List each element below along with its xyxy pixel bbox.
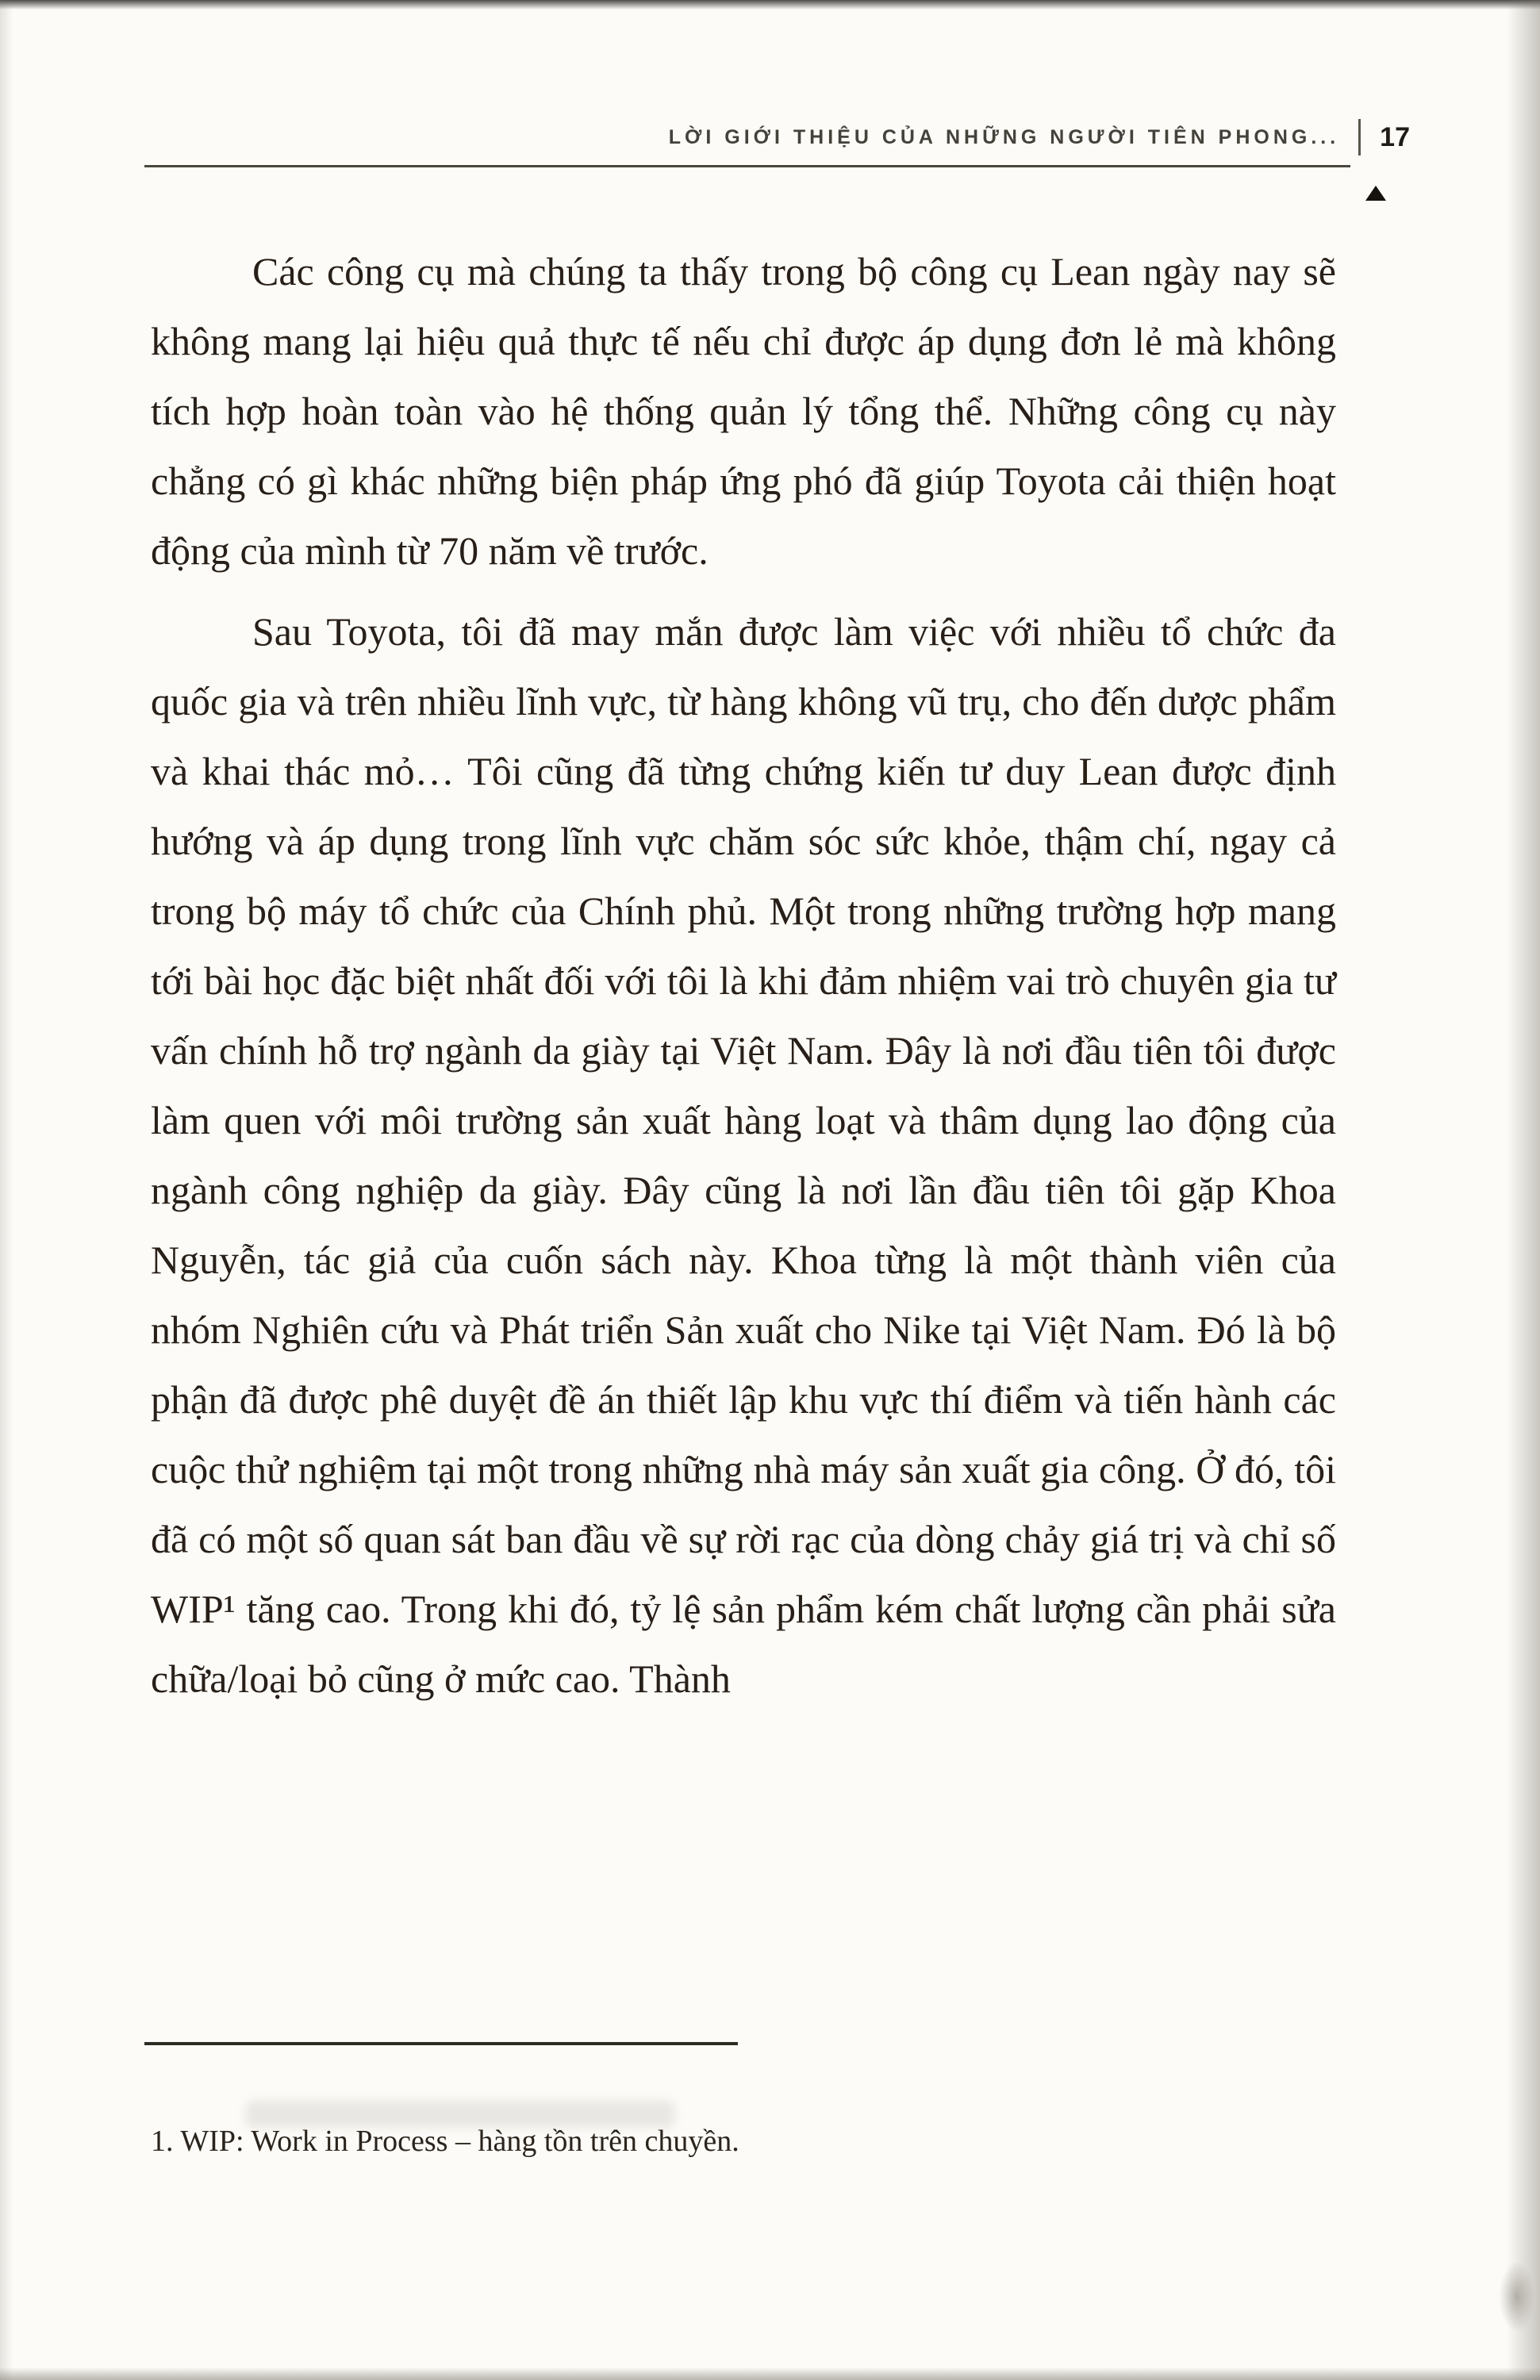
header-divider: [1358, 119, 1361, 155]
header-rule: [144, 165, 1350, 167]
page-body: [151, 236, 1336, 1725]
scan-smudge-mark: [1499, 2261, 1535, 2332]
footnote-text: 1. WIP: Work in Process – hàng tồn trên chuyền.: [151, 2125, 739, 2158]
scan-edge-shadow-left: [0, 0, 13, 2380]
running-header-row: [144, 119, 1410, 155]
scan-edge-shadow-bottom: [0, 2367, 1540, 2380]
running-header-title: LỜI GIỚI THIỆU CỦA NHỮNG NGƯỜI TIÊN PHONG...: [668, 125, 1340, 148]
footnote-rule: [144, 2042, 738, 2045]
triangle-up-icon: [1365, 186, 1386, 201]
scan-edge-shadow-right: [1507, 0, 1540, 2380]
scan-edge-shadow-top: [0, 0, 1540, 10]
paragraph: Sau Toyota, tôi đã may mắn được làm việc với nhiều tổ chức đa quốc gia và trên nhiều lĩnh vực, từ hàng không vũ trụ, cho đến dược phẩm và khai thác mỏ… Tôi cũng đã từng chứng kiến tư duy Lean được định hướng và áp dụng trong lĩnh vực chăm sóc sức khỏe, thậm chí, ngay cả trong bộ máy tổ chức của Chính phủ. Một trong những trường hợp mang tới bài học đặc biệt nhất đối với tôi là khi đảm nhiệm vai trò chuyên gia tư vấn chính hỗ trợ ngành da giày tại Việt Nam. Đây là nơi đầu tiên tôi được làm quen với môi trường sản xuất hàng loạt và thâm dụng lao động của ngành công nghiệp da giày. Đây cũng là nơi lần đầu tiên tôi gặp Khoa Nguyễn, tác giả của cuốn sách này. Khoa từng là một thành viên của nhóm Nghiên cứu và Phát triển Sản xuất cho Nike tại Việt Nam. Đó là bộ phận đã được phê duyệt đề án thiết lập khu vực thí điểm và tiến hành các cuộc thử nghiệm tại một trong những nhà máy sản xuất gia công. Ở đó, tôi đã có một số quan sát ban đầu về sự rời rạc của dòng chảy giá trị và chỉ số WIP¹ tăng cao. Trong khi đó, tỷ lệ sản phẩm kém chất lượng cần phải sửa chữa/loại bỏ cũng ở mức cao. Thành: [151, 609, 1336, 1701]
page-number: 17: [1380, 121, 1410, 152]
running-header: [144, 119, 1410, 167]
paragraph: Các công cụ mà chúng ta thấy trong bộ công cụ Lean ngày nay sẽ không mang lại hiệu quả thực tế nếu chỉ được áp dụng đơn lẻ mà không tích hợp hoàn toàn vào hệ thống quản lý tổng thể. Những công cụ này chẳng có gì khác những biện pháp ứng phó đã giúp Toyota cải thiện hoạt động của mình từ 70 năm về trước.: [151, 249, 1336, 573]
